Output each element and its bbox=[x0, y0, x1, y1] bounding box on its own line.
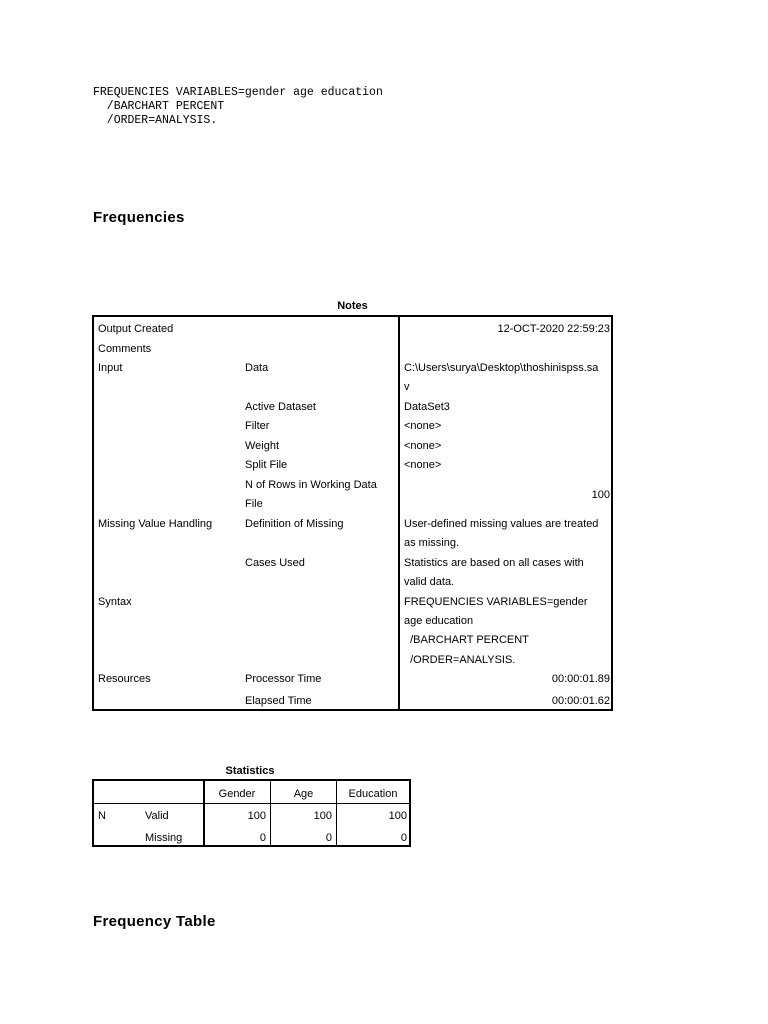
statistics-header-divider bbox=[94, 803, 409, 804]
filter-value: <none> bbox=[404, 420, 442, 432]
data-label: Data bbox=[245, 362, 269, 374]
education-valid-value: 100 bbox=[388, 810, 407, 822]
n-rows-label-line-1: N of Rows in Working Data bbox=[245, 479, 377, 491]
filter-label: Filter bbox=[245, 420, 270, 432]
statistics-title: Statistics bbox=[225, 765, 275, 777]
definition-value-line-1: User-defined missing values are treated bbox=[404, 518, 599, 530]
active-dataset-label: Active Dataset bbox=[245, 401, 316, 413]
column-header-age: Age bbox=[293, 788, 314, 800]
definition-value-line-2: as missing. bbox=[404, 537, 460, 549]
syntax-line: /ORDER=ANALYSIS. bbox=[93, 114, 218, 127]
output-created-label: Output Created bbox=[98, 323, 174, 335]
missing-value-handling-label: Missing Value Handling bbox=[98, 518, 213, 530]
missing-label: Missing bbox=[145, 832, 183, 844]
syntax-value-line-4: /ORDER=ANALYSIS. bbox=[404, 654, 516, 666]
n-rows-value: 100 bbox=[591, 489, 610, 501]
syntax-block bbox=[93, 86, 383, 128]
resources-label: Resources bbox=[98, 673, 151, 685]
gender-valid-value: 100 bbox=[247, 810, 266, 822]
comments-label: Comments bbox=[98, 343, 152, 355]
processor-time-value: 00:00:01.89 bbox=[551, 673, 610, 685]
split-file-label: Split File bbox=[245, 459, 288, 471]
processor-time-label: Processor Time bbox=[245, 673, 322, 685]
elapsed-time-value: 00:00:01.62 bbox=[551, 695, 610, 707]
cases-used-value-line-2: valid data. bbox=[404, 576, 455, 588]
statistics-table bbox=[92, 779, 411, 847]
frequencies-heading: Frequencies bbox=[93, 209, 185, 226]
column-header-education: Education bbox=[348, 788, 398, 800]
input-label: Input bbox=[98, 362, 123, 374]
syntax-line: /BARCHART PERCENT bbox=[93, 100, 225, 113]
weight-value: <none> bbox=[404, 440, 442, 452]
syntax-value-line-2: age education bbox=[404, 615, 474, 627]
notes-title: Notes bbox=[337, 300, 368, 312]
syntax-label: Syntax bbox=[98, 596, 132, 608]
notes-column-divider bbox=[398, 317, 400, 709]
weight-label: Weight bbox=[245, 440, 280, 452]
split-file-value: <none> bbox=[404, 459, 442, 471]
age-missing-value: 0 bbox=[325, 832, 332, 844]
active-dataset-value: DataSet3 bbox=[404, 401, 450, 413]
definition-of-missing-label: Definition of Missing bbox=[245, 518, 344, 530]
gender-missing-value: 0 bbox=[259, 832, 266, 844]
syntax-line: FREQUENCIES VARIABLES=gender age education bbox=[93, 86, 383, 99]
data-value-line-1: C:\Users\surya\Desktop\thoshinispss.sa bbox=[404, 362, 599, 374]
syntax-value-line-1: FREQUENCIES VARIABLES=gender bbox=[404, 596, 588, 608]
n-rows-label-line-2: File bbox=[245, 498, 263, 510]
elapsed-time-label: Elapsed Time bbox=[245, 695, 312, 707]
age-valid-value: 100 bbox=[313, 810, 332, 822]
n-label: N bbox=[98, 810, 106, 822]
valid-label: Valid bbox=[145, 810, 169, 822]
cases-used-value-line-1: Statistics are based on all cases with bbox=[404, 557, 584, 569]
column-header-gender: Gender bbox=[218, 788, 256, 800]
cases-used-label: Cases Used bbox=[245, 557, 305, 569]
education-missing-value: 0 bbox=[400, 832, 407, 844]
frequency-table-heading: Frequency Table bbox=[93, 913, 216, 930]
notes-table bbox=[92, 315, 613, 711]
output-created-value: 12-OCT-2020 22:59:23 bbox=[497, 323, 610, 335]
data-value-line-2: v bbox=[404, 381, 410, 393]
syntax-value-line-3: /BARCHART PERCENT bbox=[404, 634, 529, 646]
